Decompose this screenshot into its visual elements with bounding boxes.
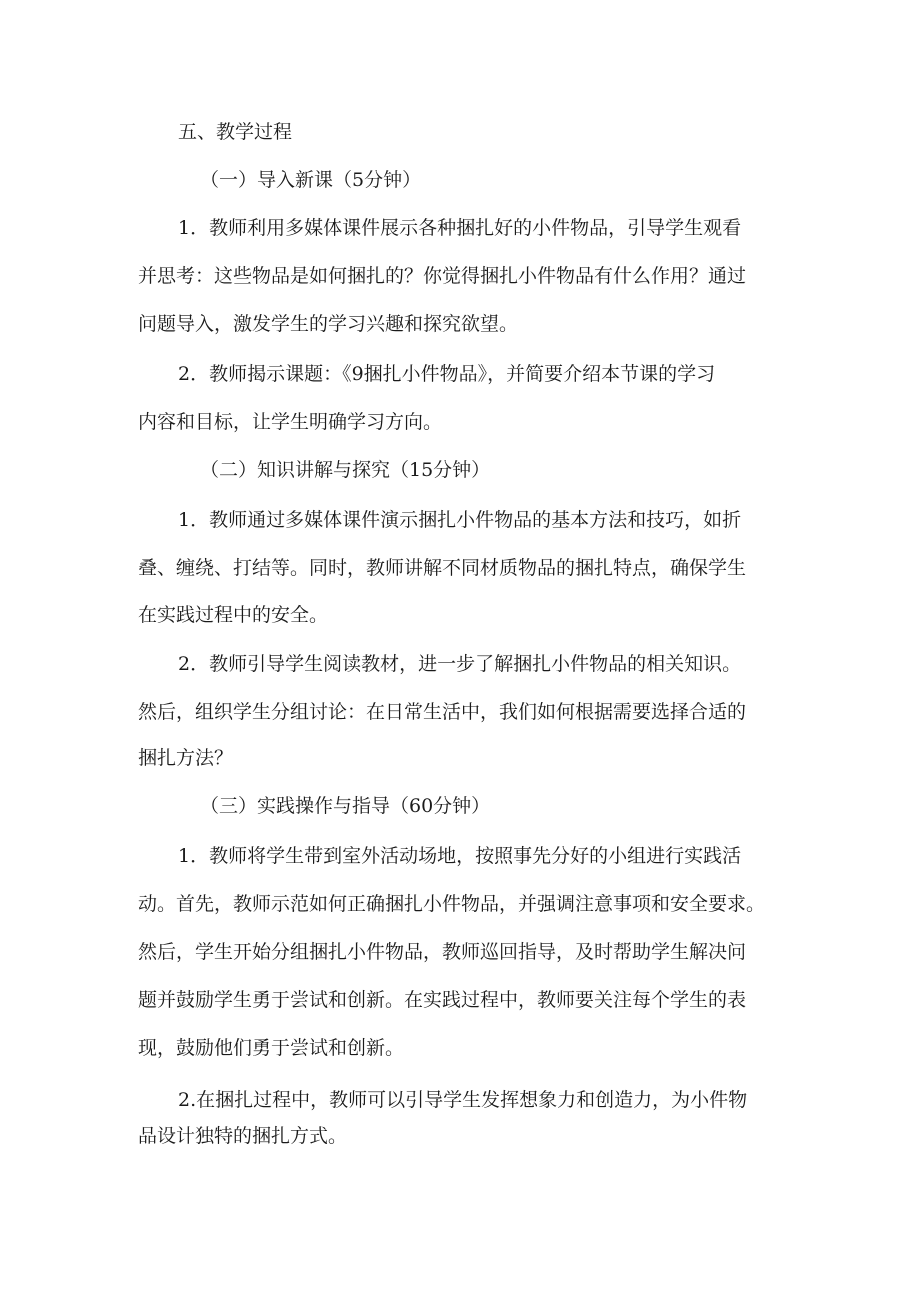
paragraph-line: 然后，学生开始分组捆扎小件物品，教师巡回指导，及时帮助学生解决问 [138,941,747,963]
paragraph-line: 动。首先，教师示范如何正确捆扎小件物品，并强调注意事项和安全要求。 [138,893,766,915]
paragraph-line: 2．教师引导学生阅读教材，进一步了解捆扎小件物品的相关知识。 [178,653,742,675]
paragraph-line: 1．教师将学生带到室外活动场地，按照事先分好的小组进行实践活 [178,845,742,867]
paragraph-line: 内容和目标，让学生明确学习方向。 [138,411,443,433]
paragraph-line: 捆扎方法？ [138,747,234,769]
paragraph-line: 在实践过程中的安全。 [138,604,329,626]
paragraph-line: 叠、缠绕、打结等。同时，教师讲解不同材质物品的捆扎特点，确保学生 [138,557,747,579]
paragraph-line: 1．教师利用多媒体课件展示各种捆扎好的小件物品，引导学生观看 [178,217,742,239]
paragraph-line: 并思考：这些物品是如何捆扎的？你觉得捆扎小件物品有什么作用？通过 [138,265,747,287]
paragraph-line: 2.在捆扎过程中，教师可以引导学生发挥想象力和创造力，为小件物 [178,1089,748,1111]
paragraph-line: 然后，组织学生分组讨论：在日常生活中，我们如何根据需要选择合适的 [138,701,747,723]
paragraph-line: 问题导入，激发学生的学习兴趣和探究欲望。 [138,313,519,335]
paragraph-line: 1．教师通过多媒体课件演示捆扎小件物品的基本方法和技巧，如折 [178,509,742,531]
paragraph-line: 品设计独特的捆扎方式。 [138,1125,348,1147]
paragraph-line: 现，鼓励他们勇于尝试和创新。 [138,1037,405,1059]
paragraph-line: 题并鼓励学生勇于尝试和创新。在实践过程中，教师要关注每个学生的表 [138,989,747,1011]
paragraph-line: 2．教师揭示课题：《9捆扎小件物品》，并简要介绍本节课的学习 [178,363,716,385]
part-heading-practice: （三）实践操作与指导（60分钟） [200,795,491,817]
part-heading-explain: （二）知识讲解与探究（15分钟） [200,459,491,481]
part-heading-intro: （一）导入新课（5分钟） [200,169,422,191]
section-heading: 五、教学过程 [178,121,293,143]
